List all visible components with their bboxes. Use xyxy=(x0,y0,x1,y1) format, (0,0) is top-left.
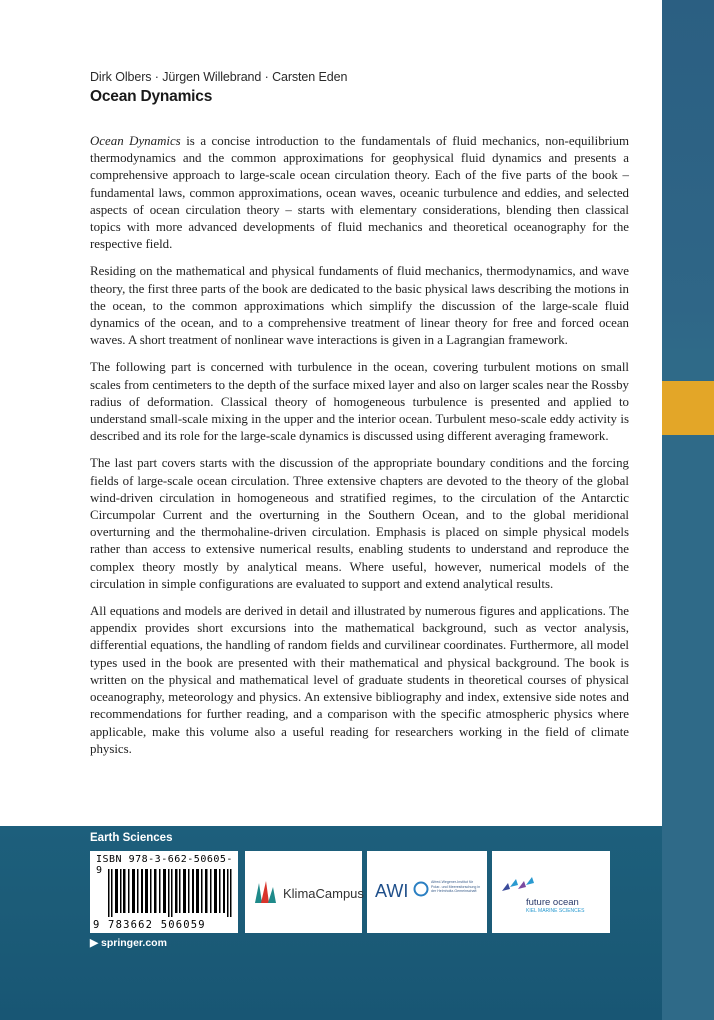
paragraph-3: The following part is concerned with turbulence in the ocean, covering turbulent motions on small scales from centimeters to the depth of the surface mixed layer and also on larger scales near the Rossby radius of deformation. Classical theory of homogeneous turbulence is presented and applied to understand small-scale mixing in the upper and the interior ocean. Turbulent meso-scale eddy activity is described and its role for the large-scale dynamics is discussed using different averaging framework. xyxy=(90,360,629,444)
future-ocean-logo xyxy=(492,851,610,933)
paragraph-4: The last part covers starts with the discussion of the appropriate boundary conditions and the forcing fields of large-scale ocean circulation. Three extensive chapters are devoted to the theory of the global wind-driven circulation in homogeneous and stratified regimes, to the circulation of the Antarctic Circumpolar Current and the overturning in the Southern Ocean, and to the global meridional overturning and the thermohaline-driven circulation. Emphasis is placed on simple physical models rather than access to extensive numerical results, enabling students to understand and reproduce the complex theory mostly by analytical means. Where useful, however, numerical models of the circulation in simple configurations are evaluated to support and extend analytical results. xyxy=(90,456,629,591)
authors: Dirk Olbers · Jürgen Willebrand · Carsten Eden xyxy=(90,70,348,84)
barcode-digits: 9 783662 506059 xyxy=(93,919,206,931)
awi-text: AWI xyxy=(375,881,409,901)
paragraph-5: All equations and models are derived in detail and illustrated by numerous figures and applications. The appendix provides short excursions into the mathematical background, such as vector analysis, differential equations, the handling of random fields and curvilinear coordinates. Furthermore, all model types used in the book are presented with their mathematical and physical background. The book is written on the physical and mathematical level of graduate students in theoretical courses of physical oceanography, meteorology and physics. An extensive bibliography and index, extensive side notes and recommendations for further reading, and a comparison with the specific atmospheric physics where applicable, make this volume also a useful reading for researchers working in the field of climate physics. xyxy=(90,604,629,756)
accent-bar xyxy=(662,381,714,435)
barcode-icon xyxy=(108,869,232,917)
paragraph-1 xyxy=(90,133,629,253)
paragraph-1-text: is a concise introduction to the fundamentals of fluid mechanics, non-equilibrium thermodynamics and the common approximations for geophysical fluid dynamics and presents a comprehensive approach to large-scale ocean circulation theory. Each of the five parts of the book – fundamental laws, common approximations, ocean waves, oceanic turbulence and eddies, and selected aspects of ocean circulation theory – starts with elementary considerations, blending then classical topics with more advanced developments of fluid mechanics and theoretical oceanography for the respective field. xyxy=(90,134,629,252)
awi-circle-icon xyxy=(413,881,429,897)
title-emphasis: Ocean Dynamics xyxy=(90,134,181,148)
isbn-label: ISBN 978-3-662-50605-9 xyxy=(96,854,233,876)
spine-stripe xyxy=(662,0,714,1020)
klimacampus-text: KlimaCampus xyxy=(283,886,364,901)
book-title: Ocean Dynamics xyxy=(90,88,213,105)
future-ocean-text: future ocean xyxy=(526,897,579,908)
future-ocean-subtext: KIEL MARINE SCIENCES xyxy=(526,908,585,914)
blurb xyxy=(90,133,629,768)
isbn-barcode xyxy=(90,851,238,933)
awi-logo xyxy=(367,851,487,933)
klimacampus-logo xyxy=(245,851,362,933)
future-ocean-icon xyxy=(500,875,544,895)
springer-link[interactable]: ▶ springer.com xyxy=(90,937,167,949)
paragraph-2: Residing on the mathematical and physical fundaments of fluid mechanics, thermodynamics, and wave theory, the first three parts of the book are dedicated to the basic physical laws describing the motions in the ocean, to the common approximations which simplify the discussion of the large-scale fluid dynamics of the ocean, and to a comprehensive treatment of linear theory for free and forced ocean waves. A short treatment of nonlinear wave interactions is given in a Lagrangian framework. xyxy=(90,264,629,348)
klimacampus-icon xyxy=(253,877,279,905)
awi-subtext: Alfred-Wegener-Institut für Polar- und Meeresforschung in der Helmholtz-Gemeinschaft xyxy=(431,880,481,894)
subject-label: Earth Sciences xyxy=(90,832,173,844)
